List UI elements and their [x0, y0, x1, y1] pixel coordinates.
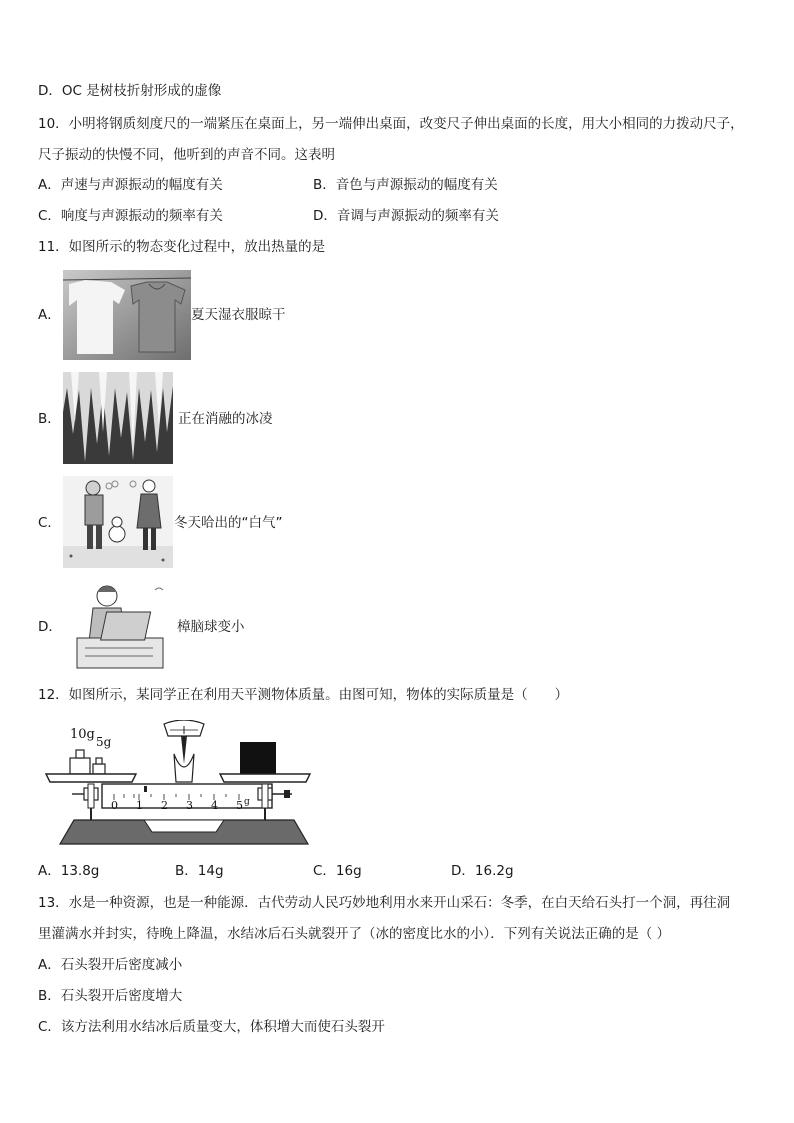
q11-stem: 11．如图所示的物态变化过程中，放出热量的是: [38, 239, 326, 255]
scale-tick-0: 0: [111, 799, 118, 812]
q13-stem-line-1: 13．水是一种资源，也是一种能源．古代劳动人民巧妙地利用水来开山采石：冬季，在白天给石头打一个洞，再往洞: [38, 895, 731, 911]
q11-option-d-caption: 樟脑球变小: [177, 619, 245, 635]
q11-option-b-caption: 正在消融的冰凌: [178, 411, 273, 427]
clothes-drying-image: [63, 270, 191, 360]
weight-10g-label: 10g: [70, 727, 95, 742]
q10-option-d: D．音调与声源振动的频率有关: [313, 208, 499, 224]
q11-option-c-caption: 冬天哈出的“白气”: [174, 515, 283, 531]
q13-option-b: B．石头裂开后密度增大: [38, 988, 183, 1004]
mothball-shrinking-image: [63, 582, 173, 672]
q12-option-b: B．14g: [175, 863, 224, 879]
q11-option-c-letter: C．: [38, 515, 61, 531]
q10-stem-line-1: 10．小明将钢质刻度尺的一端紧压在桌面上，另一端伸出桌面，改变尺子伸出桌面的长度，用大小相同的力拨动尺子，: [38, 116, 744, 132]
scale-tick-3: 3: [186, 799, 193, 812]
q12-option-a: A．13.8g: [38, 863, 100, 879]
q13-stem-line-2: 里灌满水并封实，待晚上降温，水结冰后石头就裂开了（冰的密度比水的小）．下列有关说法正确的是（ ）: [38, 926, 671, 942]
q13-option-c: C．该方法利用水结冰后质量变大，体积增大而使石头裂开: [38, 1019, 385, 1035]
melting-icicles-image: [63, 372, 173, 464]
q11-option-a-letter: A．: [38, 307, 61, 323]
q9-option-d: D．OC 是树枝折射形成的虚像: [38, 83, 222, 99]
scale-unit-label: g: [244, 797, 250, 807]
winter-breath-image: [63, 476, 173, 568]
weight-5g-label: 5g: [96, 735, 112, 749]
scale-tick-5: 5: [236, 799, 243, 812]
q11-option-a-caption: 夏天湿衣服晾干: [191, 307, 286, 323]
q12-stem: 12．如图所示，某同学正在利用天平测物体质量。由图可知，物体的实际质量是（ ）: [38, 687, 569, 703]
q12-option-c: C．16g: [313, 863, 362, 879]
q10-stem-line-2: 尺子振动的快慢不同，他听到的声音不同。这表明: [38, 147, 335, 163]
q10-option-c: C．响度与声源振动的频率有关: [38, 208, 223, 224]
q10-option-b: B．音色与声源振动的幅度有关: [313, 177, 498, 193]
balance-scale-diagram: [44, 720, 314, 848]
q13-option-a: A．石头裂开后密度减小: [38, 957, 183, 973]
scale-tick-4: 4: [211, 799, 218, 812]
q10-option-a: A．声速与声源振动的幅度有关: [38, 177, 223, 193]
scale-tick-2: 2: [161, 799, 168, 812]
q11-option-b-letter: B．: [38, 411, 61, 427]
q11-option-d-letter: D．: [38, 619, 62, 635]
q12-option-d: D．16.2g: [451, 863, 514, 879]
scale-tick-1: 1: [136, 799, 143, 812]
